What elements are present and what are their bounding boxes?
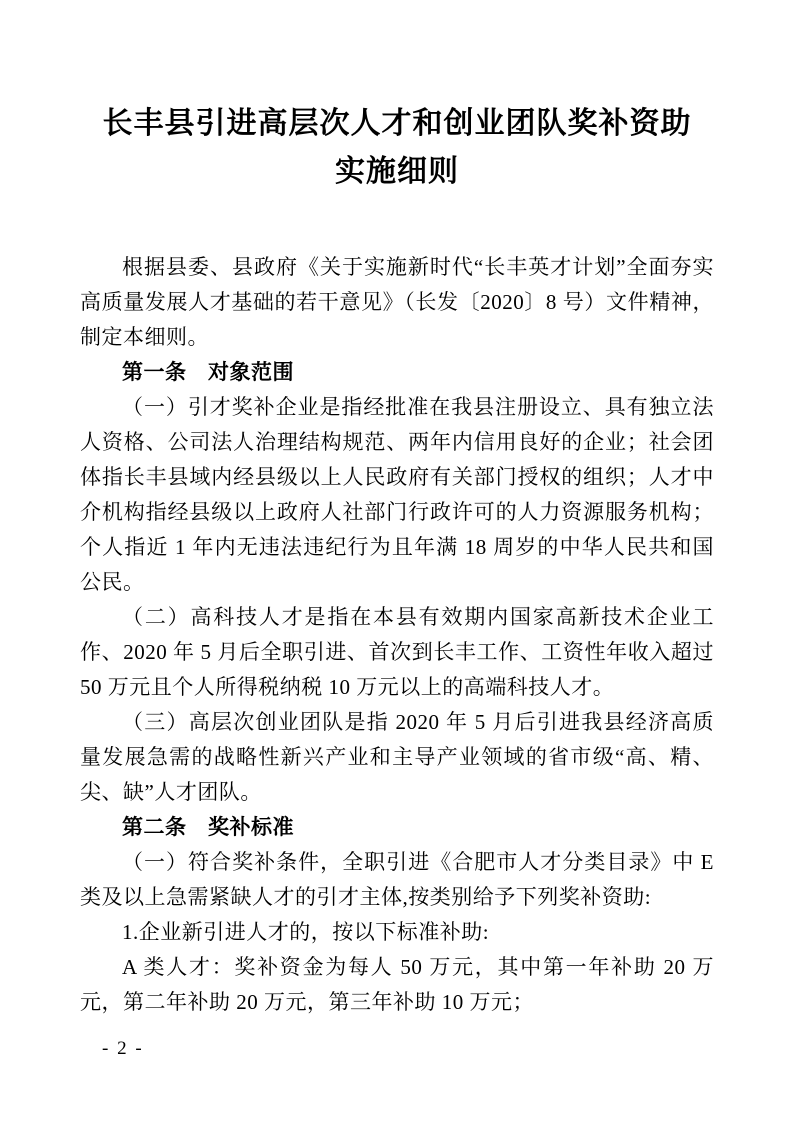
document-body <box>80 250 714 1020</box>
document-title-line-2: 实施细则 <box>335 155 459 188</box>
section-heading: 第二条 奖补标准 <box>122 816 294 839</box>
paragraph: A 类人才：奖补资金为每人 50 万元，其中第一年补助 20 万元，第二年补助 20 万元，第三年补助 10 万元； <box>80 955 714 1014</box>
paragraph: （二）高科技人才是指在本县有效期内国家高新技术企业工作、2020 年 5 月后全职引进、首次到长丰工作、工资性年收入超过 50 万元且个人所得税纳税 10 万元以上的高端科技人才。 <box>80 605 714 699</box>
document-title <box>60 100 734 196</box>
paragraph: 1.企业新引进人才的，按以下标准补助: <box>122 920 490 944</box>
document-title-line-1: 长丰县引进高层次人才和创业团队奖补资助 <box>102 107 692 140</box>
page-number: - 2 - <box>102 1038 144 1059</box>
paragraph: （三）高层次创业团队是指 2020 年 5 月后引进我县经济高质量发展急需的战略性新兴产业和主导产业领域的省市级“高、精、尖、缺”人才团队。 <box>80 710 714 804</box>
paragraph: （一）符合奖补条件，全职引进《合肥市人才分类目录》中 E 类及以上急需紧缺人才的引才主体,按类别给予下列奖补资助: <box>80 850 714 909</box>
paragraph: （一）引才奖补企业是指经批准在我县注册设立、具有独立法人资格、公司法人治理结构规范、两年内信用良好的企业；社会团体指长丰县域内经县级以上人民政府有关部门授权的组织；人才中介机构指经县级以上政府人社部门行政许可的人力资源服务机构；个人指近 1 年内无违法违纪行为且年满 18 周岁的中华人民共和国公民。 <box>80 395 714 594</box>
section-heading: 第一条 对象范围 <box>122 361 294 384</box>
paragraph: 根据县委、县政府《关于实施新时代“长丰英才计划”全面夯实高质量发展人才基础的若干意见》（长发〔2020〕8 号）文件精神，制定本细则。 <box>80 255 714 349</box>
